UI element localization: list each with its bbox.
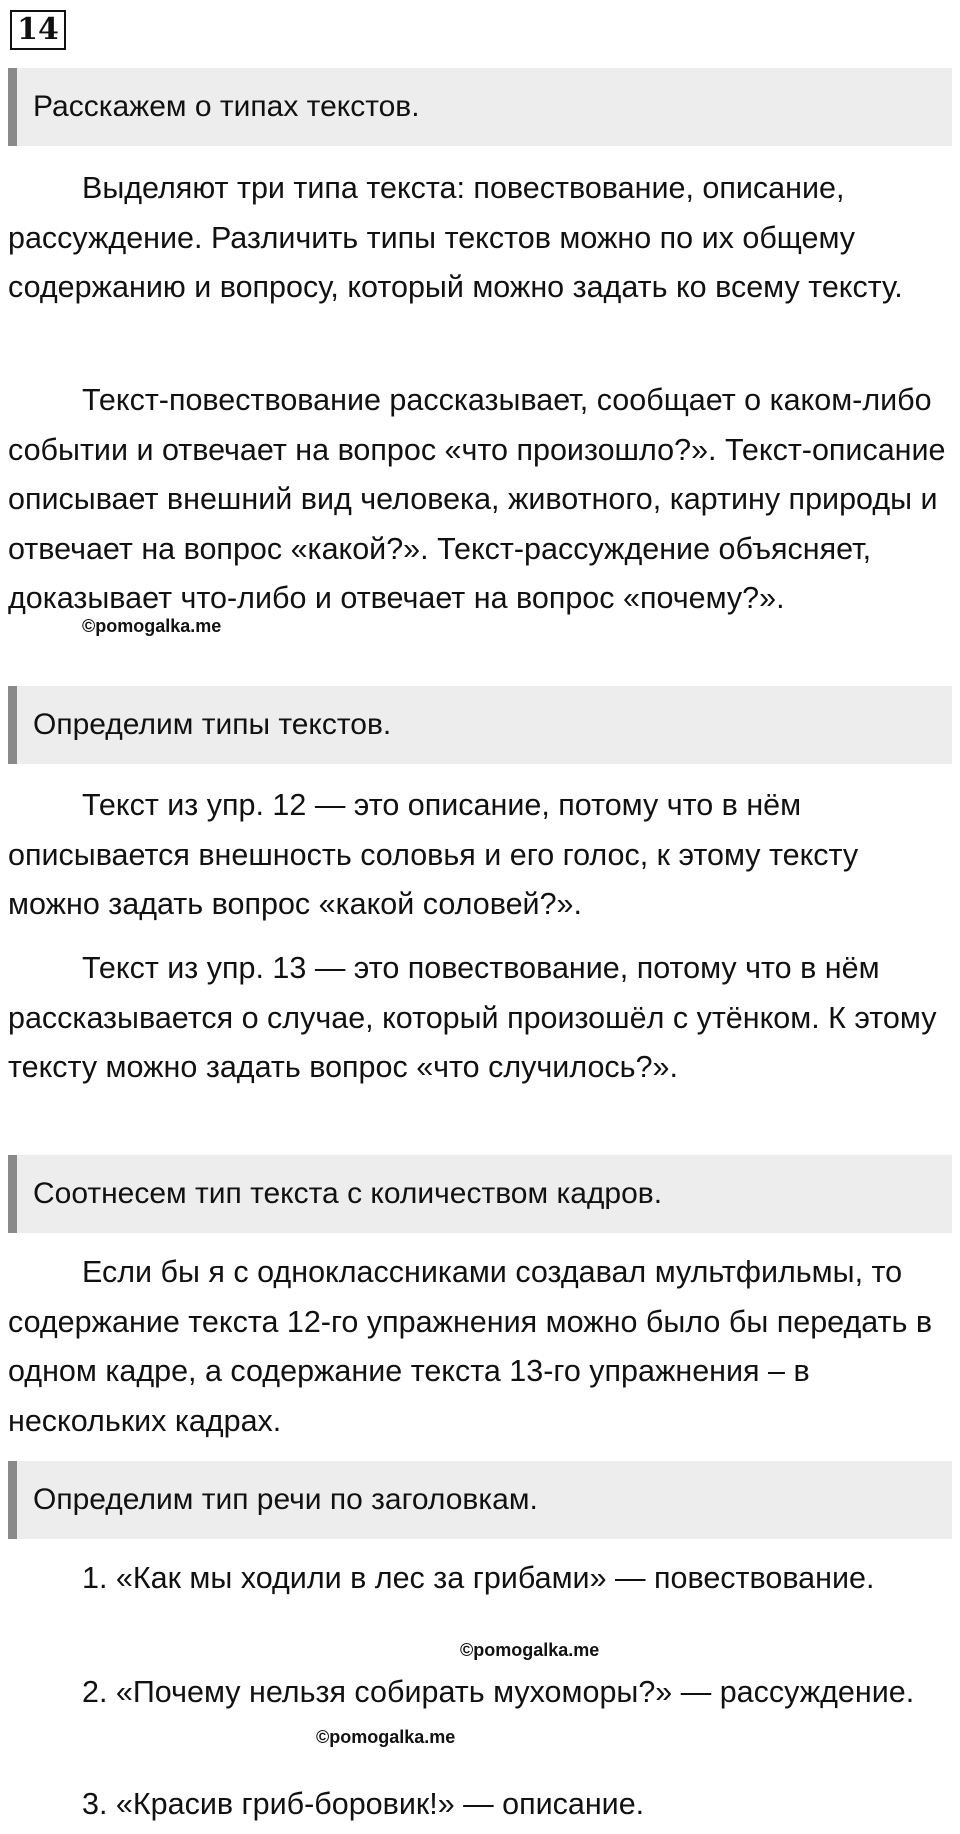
- section-header-speech-type: Определим тип речи по заголовкам.: [8, 1461, 952, 1539]
- watermark: ©pomogalka.me: [460, 1640, 600, 1660]
- paragraph-exercise-13: Текст из упр. 13 — это повествование, потому что в нём рассказывается о случае, который произошёл с утёнком. К этому тексту можно задать вопрос «что случилось?».: [8, 951, 937, 1084]
- list-item-title-2: 2. «Почему нельзя собирать мухоморы?» — рассуждение.: [82, 1675, 915, 1709]
- list-item-title-1: 1. «Как мы ходили в лес за грибами» — повествование.: [82, 1561, 875, 1595]
- section-header-frames: Соотнесем тип текста с количеством кадров.: [8, 1155, 952, 1233]
- paragraph-text-type-definitions: Текст-повествование рассказывает, сообщает о каком-либо событии и отвечает на вопрос «что произошло?». Текст-описание описывает внешний вид человека, животного, картину природы и отвечает на вопрос «какой?». Текст-рассуждение объясняет, доказывает что-либо и отвечает на вопрос «почему?».: [8, 383, 946, 615]
- task-number-badge: 14: [10, 10, 66, 50]
- paragraph-cartoon-frames: Если бы я с одноклассниками создавал мультфильмы, то содержание текста 12-го упражнения можно было бы передать в одном кадре, а содержание текста 13-го упражнения – в нескольких кадрах.: [8, 1255, 933, 1438]
- list-item-title-3: 3. «Красив гриб-боровик!» — описание.: [82, 1787, 645, 1821]
- section-header-determine-types: Определим типы текстов.: [8, 686, 952, 764]
- paragraph-three-text-types: Выделяют три типа текста: повествование, описание, рассуждение. Различить типы текстов можно по их общему содержанию и вопросу, который можно задать ко всему тексту.: [8, 171, 903, 304]
- watermark: ©pomogalka.me: [316, 1727, 456, 1747]
- watermark: ©pomogalka.me: [82, 616, 222, 636]
- section-header-text-types: Расскажем о типах текстов.: [8, 68, 952, 146]
- paragraph-exercise-12: Текст из упр. 12 — это описание, потому что в нём описывается внешность соловья и его голос, к этому тексту можно задать вопрос «какой соловей?».: [8, 788, 859, 921]
